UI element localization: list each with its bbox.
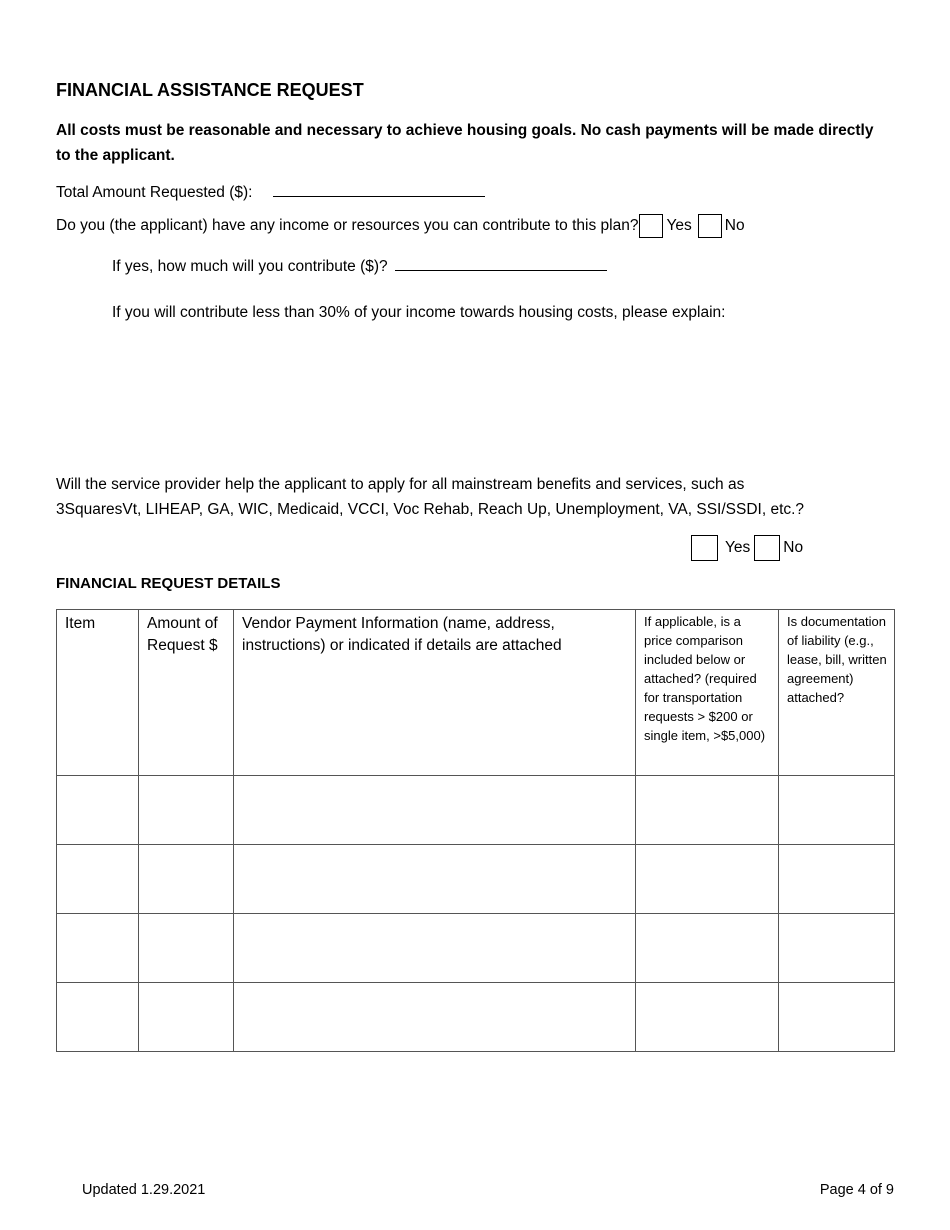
contribute-yes-label: Yes [666, 217, 692, 234]
benefits-question-line1: Will the service provider help the applicant to apply for all mainstream benefits and services, such as [56, 476, 745, 493]
details-section-title: FINANCIAL REQUEST DETAILS [56, 575, 281, 592]
cell-price-comparison[interactable] [636, 776, 779, 845]
less-than-30-label: If you will contribute less than 30% of your income towards housing costs, please explain: [112, 304, 726, 321]
cell-liability-doc[interactable] [779, 914, 895, 983]
contribute-yes-checkbox[interactable] [639, 214, 663, 238]
cell-item[interactable] [57, 845, 139, 914]
cell-amount[interactable] [139, 776, 234, 845]
table-row [57, 776, 895, 845]
total-amount-row [56, 181, 485, 202]
benefits-options [691, 535, 807, 561]
col-header-vendor: Vendor Payment Information (name, address, instructions) or indicated if details are attached [234, 610, 636, 776]
cell-price-comparison[interactable] [636, 983, 779, 1052]
cell-item[interactable] [57, 983, 139, 1052]
cell-item[interactable] [57, 914, 139, 983]
cell-liability-doc[interactable] [779, 983, 895, 1052]
cell-liability-doc[interactable] [779, 845, 895, 914]
cell-amount[interactable] [139, 983, 234, 1052]
page-number: Page 4 of 9 [819, 1182, 894, 1198]
cell-price-comparison[interactable] [636, 845, 779, 914]
contribute-amount-row [112, 255, 607, 276]
updated-date: Updated 1.29.2021 [82, 1182, 206, 1198]
cell-vendor[interactable] [234, 776, 636, 845]
col-header-item: Item [57, 610, 139, 776]
cell-item[interactable] [57, 776, 139, 845]
total-amount-field[interactable] [273, 181, 485, 197]
contribute-question: Do you (the applicant) have any income or resources you can contribute to this plan? [56, 217, 639, 234]
table-row [57, 914, 895, 983]
benefits-question-line2: 3SquaresVt, LIHEAP, GA, WIC, Medicaid, VCCI, Voc Rehab, Reach Up, Unemployment, VA, SSI/SSDI, etc.? [56, 501, 805, 518]
contribute-row [56, 214, 749, 238]
contribute-no-checkbox[interactable] [698, 214, 722, 238]
cell-amount[interactable] [139, 914, 234, 983]
financial-request-table [56, 609, 895, 1052]
table-header-row [57, 610, 895, 776]
table-row [57, 983, 895, 1052]
explanation-area[interactable] [112, 330, 892, 460]
benefits-yes-checkbox[interactable] [691, 535, 718, 561]
contribute-no-label: No [724, 217, 745, 234]
intro-text: All costs must be reasonable and necessary to achieve housing goals. No cash payments will be made directly to the applicant. [56, 122, 874, 164]
benefits-no-checkbox[interactable] [754, 535, 780, 561]
cell-vendor[interactable] [234, 845, 636, 914]
col-header-price-comparison: If applicable, is a price comparison included below or attached? (required for transportation requests > $200 or single item, >$5,000) [636, 610, 779, 776]
col-header-liability-doc: Is documentation of liability (e.g., lease, bill, written agreement) attached? [779, 610, 895, 776]
page-title: FINANCIAL ASSISTANCE REQUEST [56, 80, 364, 100]
contribute-amount-label: If yes, how much will you contribute ($)? [112, 258, 388, 275]
cell-amount[interactable] [139, 845, 234, 914]
cell-price-comparison[interactable] [636, 914, 779, 983]
contribute-amount-field[interactable] [395, 255, 607, 271]
cell-liability-doc[interactable] [779, 776, 895, 845]
col-header-amount: Amount of Request $ [139, 610, 234, 776]
table-row [57, 845, 895, 914]
benefits-yes-label: Yes [725, 539, 751, 556]
cell-vendor[interactable] [234, 983, 636, 1052]
total-amount-label: Total Amount Requested ($): [56, 184, 253, 201]
cell-vendor[interactable] [234, 914, 636, 983]
benefits-no-label: No [783, 539, 804, 556]
